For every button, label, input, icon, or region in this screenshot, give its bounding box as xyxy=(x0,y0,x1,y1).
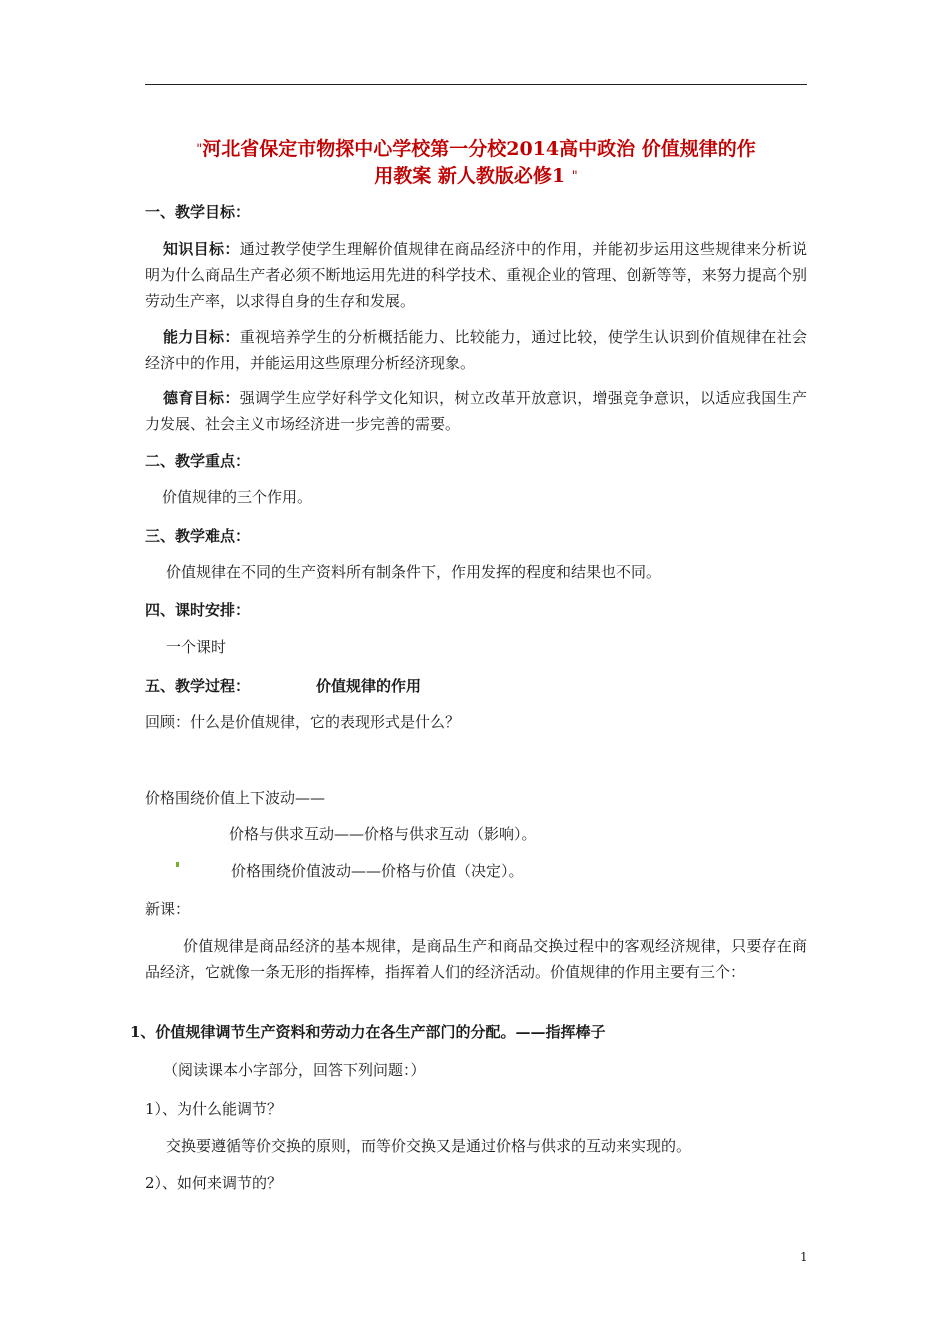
value-text: 价格围绕价值波动——价格与价值（决定）。 xyxy=(231,862,524,880)
reading-note: （阅读课本小字部分，回答下列问题：） xyxy=(163,1061,426,1079)
review-question: 回顾：什么是价值规律，它的表现形式是什么？ xyxy=(145,713,461,731)
intro-paragraph: 价值规律是商品经济的基本规律，是商品生产和商品交换过程中的客观经济规律，只要存在商品经济，它就像一条无形的指挥棒，指挥着人们的经济活动。价值规律的作用主要有三个： xyxy=(145,937,807,981)
answer-1: 交换要遵循等价交换的原则，而等价交换又是通过价格与供求的互动来实现的。 xyxy=(166,1137,692,1155)
knowledge-goal xyxy=(145,236,807,314)
difficulty-heading: 三、教学难点： xyxy=(145,527,251,545)
schedule-heading: 四、课时安排： xyxy=(145,601,251,619)
moral-label: 德育目标： xyxy=(163,389,240,407)
question-1: 1）、为什么能调节？ xyxy=(145,1100,283,1118)
header-rule xyxy=(145,84,807,85)
point1-heading: 1、价值规律调节生产资料和劳动力在各生产部门的分配。——指挥棒子 xyxy=(130,1023,606,1041)
ability-text: 重视培养学生的分析概括能力、比较能力，通过比较，使学生认识到价值规律在社会经济中的作用，并能运用这些原理分析经济现象。 xyxy=(145,328,807,372)
new-lesson-label: 新课： xyxy=(145,900,191,918)
interaction-text: 价格与供求互动——价格与供求互动（影响）。 xyxy=(229,825,537,843)
ability-goal xyxy=(145,324,807,376)
key-text: 价值规律的三个作用。 xyxy=(162,488,313,506)
question-2: 2）、如何来调节的？ xyxy=(145,1174,283,1192)
process-topic: 价值规律的作用 xyxy=(316,677,422,695)
process-heading: 五、教学过程： xyxy=(145,677,251,695)
title-quote-close: " xyxy=(571,169,578,184)
bullet-dot xyxy=(176,862,179,867)
goals-heading: 一、教学目标： xyxy=(145,203,251,221)
title-quote-open: " xyxy=(196,142,203,157)
schedule-text: 一个课时 xyxy=(166,638,227,656)
moral-goal xyxy=(145,385,807,437)
key-heading: 二、教学重点： xyxy=(145,452,251,470)
knowledge-label: 知识目标： xyxy=(163,240,240,258)
ability-label: 能力目标： xyxy=(163,328,240,346)
difficulty-text: 价值规律在不同的生产资料所有制条件下，作用发挥的程度和结果也不同。 xyxy=(166,563,662,581)
knowledge-text: 通过教学使学生理解价值规律在商品经济中的作用，并能初步运用这些规律来分析说明为什么商品生产者必须不断地运用先进的科学技术、重视企业的管理、创新等等，来努力提高个别劳动生产率，以求得自身的生存和发展。 xyxy=(145,240,807,310)
wave-text: 价格围绕价值上下波动—— xyxy=(145,789,326,807)
moral-text: 强调学生应学好科学文化知识，树立改革开放意识，增强竞争意识，以适应我国生产力发展、社会主义市场经济进一步完善的需要。 xyxy=(145,389,807,433)
page-number: 1 xyxy=(800,1250,808,1264)
title-line-2: 用教案 新人教版必修1 xyxy=(374,165,566,187)
document-title xyxy=(145,136,807,190)
title-line-1: 河北省保定市物探中心学校第一分校2014高中政治 价值规律的作 xyxy=(202,138,756,160)
